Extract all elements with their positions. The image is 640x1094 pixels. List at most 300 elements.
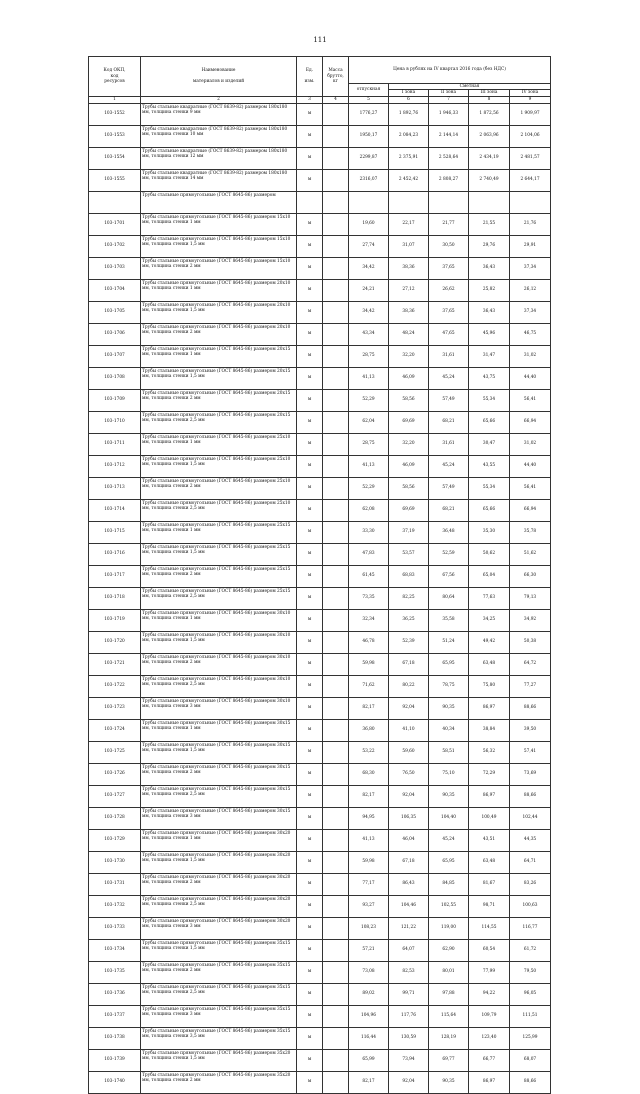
cell-price-zone4: 44,40 [510, 455, 551, 477]
cell-price-zone4: 100,63 [510, 895, 551, 917]
cell-price-zone2: 78,75 [429, 675, 469, 697]
cell-code: 103-1740 [89, 1071, 141, 1093]
cell-price-zone3: 98,71 [469, 895, 510, 917]
cell-name: Трубы стальные прямоугольные (ГОСТ 8645-86) размером 25х10 мм, толщина стенки 1 мм [141, 433, 297, 455]
cell-price-zone1: 99,71 [389, 983, 429, 1005]
cell-price-zone1: 53,57 [389, 543, 429, 565]
cell-unit: м [297, 719, 323, 741]
cell-name: Трубы стальные прямоугольные (ГОСТ 8645-86) размером 30х15 мм, толщина стенки 3 мм [141, 807, 297, 829]
cell-price-zone4: 64,72 [510, 653, 551, 675]
cell-price-zone2: 45,24 [429, 829, 469, 851]
cell-price-zone2: 115,64 [429, 1005, 469, 1027]
table-row [89, 939, 551, 961]
cell-price-zone1: 68,83 [389, 565, 429, 587]
cell-mass [323, 411, 349, 433]
cell-price-zone2: 45,24 [429, 367, 469, 389]
cell-price-zone1: 32,20 [389, 345, 429, 367]
cell-price-zone2: 31,61 [429, 345, 469, 367]
table-row [89, 763, 551, 785]
cell-price-release: 43,34 [349, 323, 389, 345]
cell-price-zone3: 63,48 [469, 851, 510, 873]
price-table [88, 56, 551, 1094]
cell-price-release: 108,23 [349, 917, 389, 939]
cell-code: 103-1715 [89, 521, 141, 543]
cell-unit: м [297, 807, 323, 829]
cell-price-zone1: 32,20 [389, 433, 429, 455]
cell-code: 103-1711 [89, 433, 141, 455]
cell-unit: м [297, 565, 323, 587]
cell-unit: м [297, 1027, 323, 1049]
cell-unit: м [297, 543, 323, 565]
cell-name: Трубы стальные прямоугольные (ГОСТ 8645-86) размером 30х15 мм, толщина стенки 2 мм [141, 763, 297, 785]
cell-code: 103-1712 [89, 455, 141, 477]
cell-unit: м [297, 917, 323, 939]
cell-name: Трубы стальные прямоугольные (ГОСТ 8645-86) размером 25х15 мм, толщина стенки 2 мм [141, 565, 297, 587]
cell-unit [297, 191, 323, 213]
cell-price-zone4: 88,66 [510, 785, 551, 807]
cell-price-zone1: 46,09 [389, 455, 429, 477]
cell-unit: м [297, 389, 323, 411]
cell-price-release: 33,30 [349, 521, 389, 543]
cell-price-zone4: 88,66 [510, 697, 551, 719]
cell-price-zone3: 29,76 [469, 235, 510, 257]
cell-price-zone4: 46,75 [510, 323, 551, 345]
cell-price-release: 57,21 [349, 939, 389, 961]
cell-price-zone4: 2 481,57 [510, 147, 551, 169]
cell-name: Трубы стальные прямоугольные (ГОСТ 8645-86) размером 30х20 мм, толщина стенки 3 мм [141, 917, 297, 939]
cell-price-zone1: 69,69 [389, 411, 429, 433]
cell-price-zone3: 34,25 [469, 609, 510, 631]
cell-price-release: 41,13 [349, 455, 389, 477]
cell-name: Трубы стальные квадратные (ГОСТ 8639-82) размером 180х180 мм, толщина стенки 10 мм [141, 125, 297, 147]
cell-price-zone3: 72,29 [469, 763, 510, 785]
cell-price-zone4: 73,69 [510, 763, 551, 785]
table-row [89, 147, 551, 169]
cell-price-zone2: 26,62 [429, 279, 469, 301]
cell-price-release: 65,99 [349, 1049, 389, 1071]
cell-unit: м [297, 675, 323, 697]
cell-name: Трубы стальные прямоугольные (ГОСТ 8645-86) размером 35х15 мм, толщина стенки 2 мм [141, 961, 297, 983]
table-row [89, 455, 551, 477]
cell-price-release: 68,30 [349, 763, 389, 785]
cell-price-zone4: 116,77 [510, 917, 551, 939]
cell-code: 103-1701 [89, 213, 141, 235]
cell-price-release: 73,08 [349, 961, 389, 983]
cell-price-zone1: 82,53 [389, 961, 429, 983]
cell-price-zone2: 2 144,14 [429, 125, 469, 147]
cell-price-zone1: 92,04 [389, 697, 429, 719]
cell-price-zone3: 31,47 [469, 345, 510, 367]
cell-code: 103-1704 [89, 279, 141, 301]
cell-price-release: 93,27 [349, 895, 389, 917]
cell-price-zone4: 21,76 [510, 213, 551, 235]
cell-name: Трубы стальные прямоугольные (ГОСТ 8645-86) размером 30х20 мм, толщина стенки 2 мм [141, 873, 297, 895]
cell-price-release: 62,04 [349, 411, 389, 433]
cell-unit: м [297, 125, 323, 147]
cell-code: 103-1731 [89, 873, 141, 895]
table-row [89, 719, 551, 741]
cell-price-zone1: 2 452,42 [389, 169, 429, 191]
cell-name: Трубы стальные прямоугольные (ГОСТ 8645-86) размером 30х10 мм, толщина стенки 2,5 мм [141, 675, 297, 697]
cell-name: Трубы стальные прямоугольные (ГОСТ 8645-86) размером 30х20 мм, толщина стенки 1,5 мм [141, 851, 297, 873]
cell-price-release: 2299,87 [349, 147, 389, 169]
cell-name: Трубы стальные прямоугольные (ГОСТ 8645-86) размером 25х15 мм, толщина стенки 2,5 мм [141, 587, 297, 609]
cell-name: Трубы стальные прямоугольные (ГОСТ 8645-86) размером 30х15 мм, толщина стенки 1,5 мм [141, 741, 297, 763]
cell-price-zone2: 69,77 [429, 1049, 469, 1071]
cell-unit: м [297, 477, 323, 499]
cell-code: 103-1727 [89, 785, 141, 807]
cell-price-zone1: 86,43 [389, 873, 429, 895]
cell-price-zone1: 38,36 [389, 257, 429, 279]
cell-price-release: 2316,07 [349, 169, 389, 191]
cell-unit: м [297, 499, 323, 521]
cell-code: 103-1732 [89, 895, 141, 917]
cell-unit: м [297, 323, 323, 345]
cell-code: 103-1730 [89, 851, 141, 873]
cell-price-zone2: 57,49 [429, 389, 469, 411]
header-mass: Масса брутто, кг [323, 57, 349, 97]
cell-code: 103-1702 [89, 235, 141, 257]
cell-price-zone4: 66,94 [510, 411, 551, 433]
cell-mass [323, 785, 349, 807]
cell-price-zone4: 96,05 [510, 983, 551, 1005]
cell-unit: м [297, 433, 323, 455]
cell-code: 103-1705 [89, 301, 141, 323]
table-row [89, 631, 551, 653]
cell-unit: м [297, 455, 323, 477]
cell-price-zone3: 77,99 [469, 961, 510, 983]
cell-name: Трубы стальные прямоугольные (ГОСТ 8645-86) размером 35х15 мм, толщина стенки 2,5 мм [141, 983, 297, 1005]
cell-mass [323, 631, 349, 653]
table-row [89, 543, 551, 565]
cell-price-release: 77,17 [349, 873, 389, 895]
cell-price-zone3: 77,63 [469, 587, 510, 609]
cell-unit: м [297, 147, 323, 169]
cell-price-zone4: 39,50 [510, 719, 551, 741]
cell-code: 103-1737 [89, 1005, 141, 1027]
cell-price-release: 53,22 [349, 741, 389, 763]
cell-code: 103-1708 [89, 367, 141, 389]
cell-mass [323, 895, 349, 917]
cell-price-zone2: 104,40 [429, 807, 469, 829]
table-row [89, 257, 551, 279]
cell-price-zone2: 102,55 [429, 895, 469, 917]
header-price-title: Цена в рублях на IV квартал 2016 года (без НДС) [349, 57, 551, 84]
cell-unit: м [297, 213, 323, 235]
cell-name: Трубы стальные квадратные (ГОСТ 8639-82) размером 180х180 мм, толщина стенки 9 мм [141, 103, 297, 125]
cell-price-release: 41,13 [349, 829, 389, 851]
cell-price-zone3: 1 872,56 [469, 103, 510, 125]
cell-code: 103-1739 [89, 1049, 141, 1071]
cell-code: 103-1733 [89, 917, 141, 939]
cell-name: Трубы стальные прямоугольные (ГОСТ 8645-86) размером 20х15 мм, толщина стенки 2,5 мм [141, 411, 297, 433]
cell-price-zone3: 36,43 [469, 301, 510, 323]
cell-price-zone2: 31,61 [429, 433, 469, 455]
cell-mass [323, 257, 349, 279]
cell-mass [323, 521, 349, 543]
cell-unit: м [297, 653, 323, 675]
cell-price-zone1: 58,56 [389, 389, 429, 411]
cell-unit: м [297, 411, 323, 433]
cell-price-zone1: 27,12 [389, 279, 429, 301]
cell-mass [323, 433, 349, 455]
cell-mass [323, 565, 349, 587]
cell-price-zone3: 2 063,96 [469, 125, 510, 147]
cell-price-zone1: 48,24 [389, 323, 429, 345]
header-unit: Ед. изм. [297, 57, 323, 97]
cell-name: Трубы стальные прямоугольные (ГОСТ 8645-86) размером 15х10 мм, толщина стенки 1,5 мм [141, 235, 297, 257]
cell-unit: м [297, 631, 323, 653]
header-zone2: II зона [429, 90, 469, 96]
cell-code: 103-1713 [89, 477, 141, 499]
cell-price-zone2: 51,24 [429, 631, 469, 653]
cell-price-zone1: 121,22 [389, 917, 429, 939]
cell-unit: м [297, 983, 323, 1005]
cell-mass [323, 939, 349, 961]
cell-unit: м [297, 257, 323, 279]
cell-price-zone1: 2 375,91 [389, 147, 429, 169]
cell-code: 103-1734 [89, 939, 141, 961]
table-row [89, 235, 551, 257]
cell-price-zone2: 36,48 [429, 521, 469, 543]
cell-price-zone3: 114,55 [469, 917, 510, 939]
cell-unit: м [297, 1049, 323, 1071]
cell-price-zone4: 111,51 [510, 1005, 551, 1027]
cell-price-zone4: 44,35 [510, 829, 551, 851]
table-row [89, 917, 551, 939]
cell-price-zone2: 58,51 [429, 741, 469, 763]
cell-price-zone1: 1 892,76 [389, 103, 429, 125]
table-row [89, 807, 551, 829]
cell-unit: м [297, 829, 323, 851]
header-zone4: IV зона [510, 90, 551, 96]
cell-name: Трубы стальные прямоугольные (ГОСТ 8645-86) размером 30х15 мм, толщина стенки 1 мм [141, 719, 297, 741]
cell-price-zone1: 38,36 [389, 301, 429, 323]
cell-price-zone3: 25,82 [469, 279, 510, 301]
cell-name: Трубы стальные квадратные (ГОСТ 8639-82) размером 180х180 мм, толщина стенки 12 мм [141, 147, 297, 169]
cell-code: 103-1707 [89, 345, 141, 367]
cell-mass [323, 609, 349, 631]
cell-price-zone3: 49,42 [469, 631, 510, 653]
cell-price-zone3: 55,34 [469, 477, 510, 499]
cell-mass [323, 961, 349, 983]
cell-mass [323, 455, 349, 477]
cell-price-zone2: 21,77 [429, 213, 469, 235]
header-zone1: I зона [389, 90, 429, 96]
cell-price-zone3: 63,48 [469, 653, 510, 675]
cell-price-zone2: 119,00 [429, 917, 469, 939]
cell-price-release: 71,62 [349, 675, 389, 697]
cell-mass [323, 587, 349, 609]
table-row [89, 345, 551, 367]
table-row [89, 1027, 551, 1049]
cell-price-zone2: 52,59 [429, 543, 469, 565]
header-name: Наименование материалов и изделий [141, 57, 297, 97]
cell-mass [323, 1005, 349, 1027]
cell-unit: м [297, 279, 323, 301]
cell-price-zone4: 56,41 [510, 477, 551, 499]
cell-price-release: 52,29 [349, 389, 389, 411]
page-number: 111 [313, 36, 327, 44]
cell-name: Трубы стальные прямоугольные (ГОСТ 8645-86) размером [141, 191, 297, 213]
table-row [89, 411, 551, 433]
cell-code: 103-1720 [89, 631, 141, 653]
cell-mass [323, 763, 349, 785]
cell-price-zone1: 67,18 [389, 653, 429, 675]
cell-price-zone2: 35,58 [429, 609, 469, 631]
cell-price-zone3: 86,97 [469, 785, 510, 807]
cell-price-zone2: 84,85 [429, 873, 469, 895]
table-row [89, 697, 551, 719]
cell-price-zone1: 41,10 [389, 719, 429, 741]
cell-code: 103-1714 [89, 499, 141, 521]
cell-code: 103-1555 [89, 169, 141, 191]
cell-price-release: 89,02 [349, 983, 389, 1005]
table-row [89, 125, 551, 147]
cell-unit: м [297, 939, 323, 961]
cell-name: Трубы стальные прямоугольные (ГОСТ 8645-86) размером 20х10 мм, толщина стенки 2 мм [141, 323, 297, 345]
cell-price-release: 59,98 [349, 851, 389, 873]
cell-price-release: 104,96 [349, 1005, 389, 1027]
cell-mass [323, 807, 349, 829]
cell-price-zone1: 22,17 [389, 213, 429, 235]
cell-price-zone3: 45,96 [469, 323, 510, 345]
cell-price-zone1: 92,04 [389, 1071, 429, 1093]
cell-price-zone3: 109,79 [469, 1005, 510, 1027]
cell-price-zone3: 30,47 [469, 433, 510, 455]
cell-name: Трубы стальные прямоугольные (ГОСТ 8645-86) размером 35х20 мм, толщина стенки 1,5 мм [141, 1049, 297, 1071]
cell-unit: м [297, 345, 323, 367]
cell-name: Трубы стальные прямоугольные (ГОСТ 8645-86) размером 25х10 мм, толщина стенки 2 мм [141, 477, 297, 499]
table-row [89, 983, 551, 1005]
cell-price-release: 24,21 [349, 279, 389, 301]
cell-price-zone1: 67,18 [389, 851, 429, 873]
cell-price-zone2: 80,01 [429, 961, 469, 983]
cell-name: Трубы стальные прямоугольные (ГОСТ 8645-86) размером 20х10 мм, толщина стенки 1,5 мм [141, 301, 297, 323]
cell-unit: м [297, 235, 323, 257]
cell-name: Трубы стальные прямоугольные (ГОСТ 8645-86) размером 25х10 мм, толщина стенки 1,5 мм [141, 455, 297, 477]
cell-mass [323, 697, 349, 719]
table-row [89, 829, 551, 851]
cell-price-zone4: 77,27 [510, 675, 551, 697]
cell-name: Трубы стальные прямоугольные (ГОСТ 8645-86) размером 30х10 мм, толщина стенки 3 мм [141, 697, 297, 719]
cell-price-zone4: 64,71 [510, 851, 551, 873]
cell-price-zone2: 80,64 [429, 587, 469, 609]
cell-unit: м [297, 697, 323, 719]
cell-mass [323, 367, 349, 389]
cell-price-zone3: 35,30 [469, 521, 510, 543]
cell-price-zone1: 31,07 [389, 235, 429, 257]
table-row [89, 851, 551, 873]
cell-name: Трубы стальные прямоугольные (ГОСТ 8645-86) размером 20х10 мм, толщина стенки 1 мм [141, 279, 297, 301]
table-row [89, 103, 551, 125]
cell-price-zone1: 36,25 [389, 609, 429, 631]
cell-price-zone4: 79,13 [510, 587, 551, 609]
cell-price-zone3: 81,67 [469, 873, 510, 895]
cell-unit: м [297, 873, 323, 895]
cell-mass [323, 477, 349, 499]
cell-price-zone2: 67,56 [429, 565, 469, 587]
header-code: Код ОКП, код ресурсов [89, 57, 141, 97]
table-row [89, 873, 551, 895]
header-estimated: Сметная [389, 84, 551, 90]
cell-mass [323, 147, 349, 169]
cell-price-release: 41,13 [349, 367, 389, 389]
cell-price-zone3: 86,97 [469, 697, 510, 719]
cell-price-zone3: 65,66 [469, 499, 510, 521]
cell-price-zone4: 125,99 [510, 1027, 551, 1049]
cell-price-zone4: 68,07 [510, 1049, 551, 1071]
cell-price-release: 28,75 [349, 433, 389, 455]
cell-unit: м [297, 1005, 323, 1027]
cell-price-zone3: 123,40 [469, 1027, 510, 1049]
table-row [89, 961, 551, 983]
cell-price-zone4: 35,78 [510, 521, 551, 543]
cell-price-zone4: 66,94 [510, 499, 551, 521]
cell-price-zone2: 37,65 [429, 257, 469, 279]
cell-code: 103-1724 [89, 719, 141, 741]
cell-price-release: 94,95 [349, 807, 389, 829]
cell-code: 103-1717 [89, 565, 141, 587]
cell-mass [323, 323, 349, 345]
table-row [89, 653, 551, 675]
cell-price-zone1: 92,04 [389, 785, 429, 807]
cell-mass [323, 389, 349, 411]
table-row [89, 1049, 551, 1071]
cell-price-zone4: 83,26 [510, 873, 551, 895]
cell-price-zone1: 37,19 [389, 521, 429, 543]
cell-price-zone4: 102,44 [510, 807, 551, 829]
cell-price-release: 62,08 [349, 499, 389, 521]
cell-price-release: 73,35 [349, 587, 389, 609]
cell-price-zone1: 117,76 [389, 1005, 429, 1027]
cell-mass [323, 917, 349, 939]
cell-price-zone3: 56,32 [469, 741, 510, 763]
cell-price-zone3: 2 740,49 [469, 169, 510, 191]
cell-code: 103-1723 [89, 697, 141, 719]
cell-unit: м [297, 521, 323, 543]
cell-price-release: 19,60 [349, 213, 389, 235]
cell-mass [323, 279, 349, 301]
cell-code: 103-1553 [89, 125, 141, 147]
cell-code: 103-1735 [89, 961, 141, 983]
cell-code: 103-1709 [89, 389, 141, 411]
cell-unit: м [297, 587, 323, 609]
cell-price-zone2: 47,65 [429, 323, 469, 345]
cell-price-release: 47,83 [349, 543, 389, 565]
cell-unit: м [297, 763, 323, 785]
cell-unit: м [297, 103, 323, 125]
cell-price-zone4 [510, 191, 551, 213]
cell-name: Трубы стальные прямоугольные (ГОСТ 8645-86) размером 25х15 мм, толщина стенки 1 мм [141, 521, 297, 543]
cell-code: 103-1722 [89, 675, 141, 697]
cell-unit: м [297, 895, 323, 917]
cell-mass [323, 873, 349, 895]
table-row [89, 169, 551, 191]
cell-mass [323, 829, 349, 851]
cell-code: 103-1552 [89, 103, 141, 125]
cell-name: Трубы стальные прямоугольные (ГОСТ 8645-86) размером 15х10 мм, толщина стенки 2 мм [141, 257, 297, 279]
table-row [89, 741, 551, 763]
cell-price-zone1: 106,35 [389, 807, 429, 829]
cell-price-zone3: 75,80 [469, 675, 510, 697]
cell-price-release: 61,45 [349, 565, 389, 587]
cell-price-zone3: 86,97 [469, 1071, 510, 1093]
table-row [89, 1071, 551, 1093]
cell-mass [323, 191, 349, 213]
column-index-row: 1 2 3 4 5 6 7 8 9 [89, 96, 551, 103]
cell-price-release: 36,80 [349, 719, 389, 741]
